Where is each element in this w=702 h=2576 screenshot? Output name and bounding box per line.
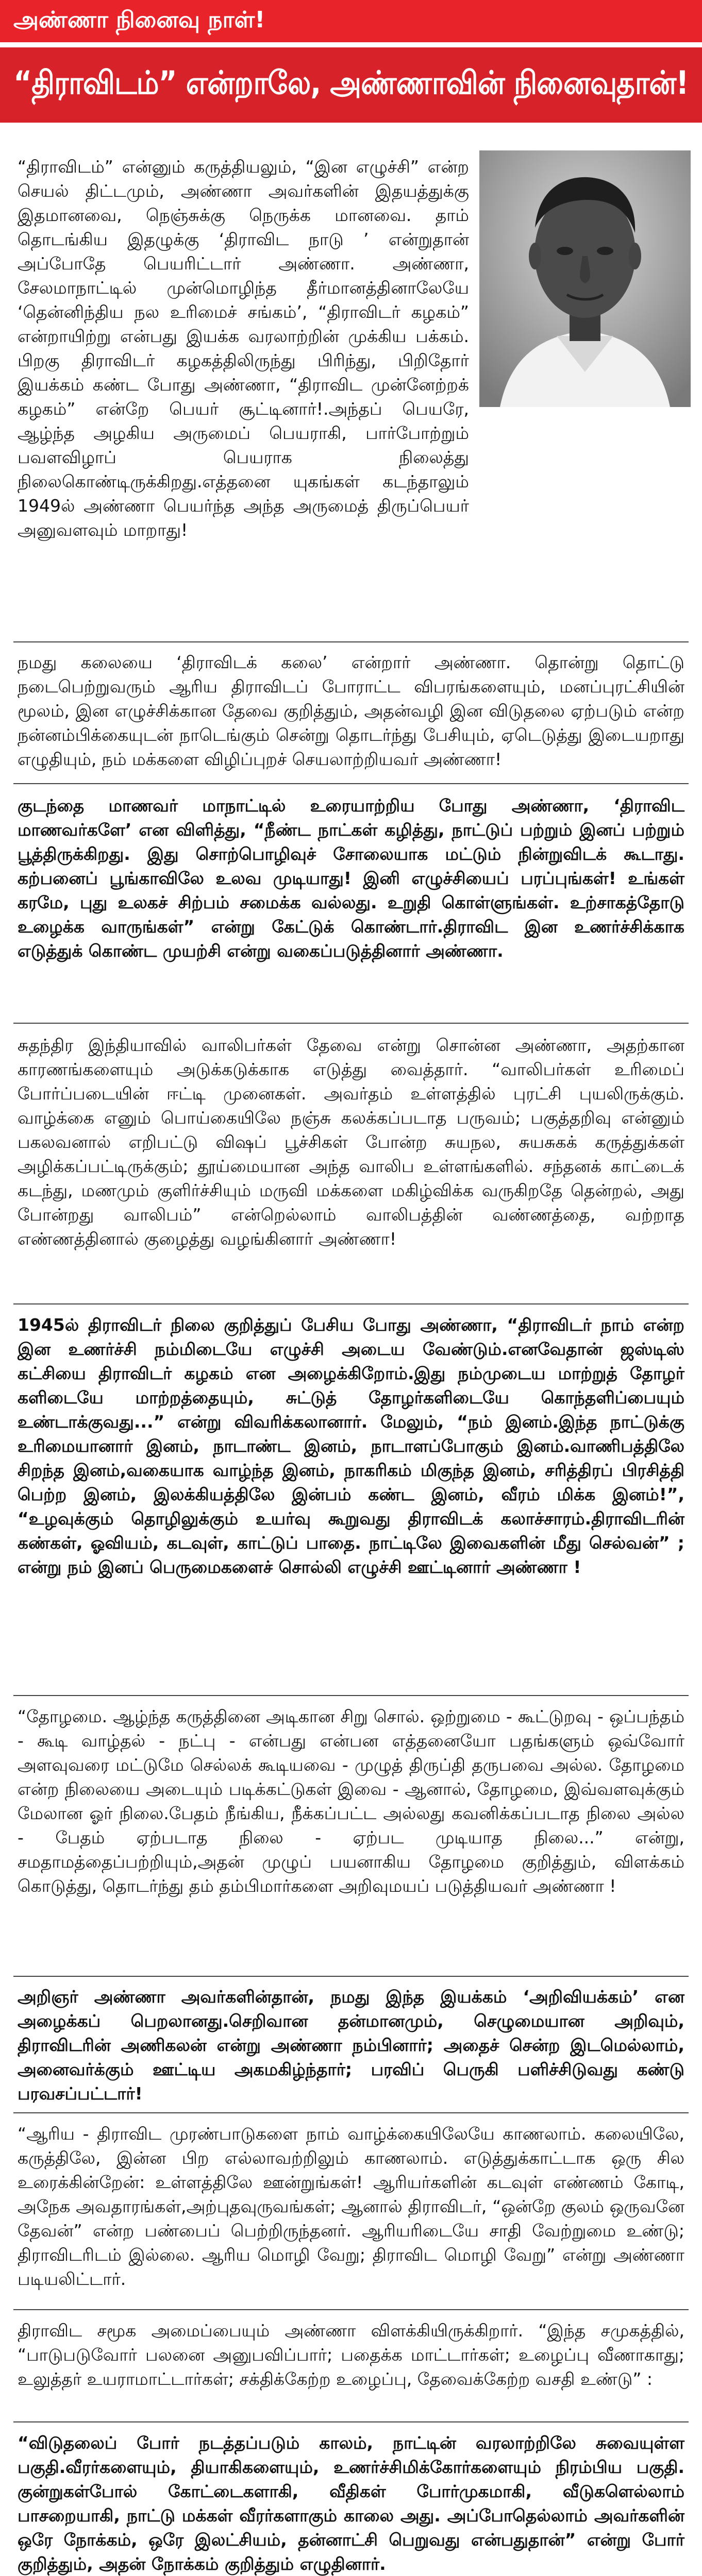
paragraph-2-wrap — [18, 650, 684, 771]
article-title: “திராவிடம்” என்றாலே, அண்ணாவின் நினைவுதான்! — [13, 64, 689, 101]
paragraph-9-wrap — [18, 2318, 684, 2391]
paragraph-1-wrap — [18, 155, 469, 542]
divider — [13, 2309, 689, 2310]
divider — [13, 1976, 689, 1977]
divider — [13, 641, 689, 642]
divider — [13, 1303, 689, 1304]
paragraph-9: திராவிட சமூக அமைப்பையும் அண்ணா விளக்கியிருக்கிறார். “இந்த சமுகத்தில், “பாடுபடுவோர் பலனை அனுபவிப்பார்; பதைக்க மாட்டார்கள்; உழைப்பு வீணாகாது; உலுத்தர் உயராமாட்டார்கள்; சக்திக்கேற்ற உழைப்பு, தேவைக்கேற்ற வசதி உண்டு” : — [18, 2320, 684, 2389]
header-bar — [0, 0, 702, 42]
paragraph-7-wrap — [18, 1985, 684, 2106]
paragraph-8-wrap — [18, 2122, 684, 2291]
divider — [13, 2112, 689, 2113]
divider — [13, 1695, 689, 1696]
paragraph-10: “விடுதலைப் போர் நடத்தப்படும் காலம், நாட்டின் வரலாற்றிலே சுவையுள்ள பகுதி.வீரர்களையும், தியாகிகளையும், உணர்ச்சிமிக்கோர்களையும் நிரம்பிய பகுதி. குன்றுகள்போல் கோட்டைகளாகி, வீதிகள் போர்முகமாகி, வீடுகளெல்லாம் பாசறையாகி, நாட்டு மக்கள் வீரர்களாகும் காலை அது. அப்போதெல்லாம் அவர்களின் ஒரே நோக்கம், ஒரே இலட்சியம், தன்னாட்சி பெறுவது என்பதுதான்” என்று போர் குறித்தும், அதன் நோக்கம் குறித்தும் எழுதினார். — [18, 2433, 684, 2574]
kicker-text: அண்ணா நினைவு நாள்! — [13, 6, 265, 33]
divider — [13, 1023, 689, 1024]
paragraph-7: அறிஞர் அண்ணா அவர்களின்தான், நமது இந்த இயக்கம் ‘அறிவியக்கம்’ என அழைக்கப் பெறலானது.செறிவான தன்மானமும், செழுமையான அறிவும், திராவிடரின் அணிகலன் என்று அண்ணா நம்பினார்; அதைச் சென்ற இடமெல்லாம், அனைவர்க்கும் ஊட்டிய அகமகிழ்ந்தார்; பரவிப் பெருகி பளிச்சிடுவது கண்டு பரவசப்பட்டார்! — [18, 1987, 684, 2104]
portrait-illustration — [479, 150, 691, 407]
title-band — [0, 47, 702, 123]
paragraph-4: சுதந்திர இந்தியாவில் வாலிபர்கள் தேவை என்று சொன்ன அண்ணா, அதற்கான காரணங்களையும் அடுக்கடுக்காக எடுத்து வைத்தார். “வாலிபர்கள் உரிமைப் போர்ப்படையின் ஈட்டி முனைகள். அவர்தம் உள்ளத்தில் புரட்சி புயலிருக்கும். வாழ்க்கை எனும் பொய்கையிலே நஞ்சு கலக்கப்படாத பருவம்; பகுத்தறிவு என்னும் பகலவனால் எறிபட்டு விஷப் பூச்சிகள் போன்ற சுயநல, சுயசுகக் கருத்துக்கள் அழிக்கப்பட்டிருக்கும்; தூய்மையான அந்த வாலிப உள்ளங்களில். சந்தனக் காட்டைக் கடந்து, மணமும் குளிர்ச்சியும் மருவி மக்களை மகிழ்விக்க வருகிறதே தென்றல், அது போன்றது வாலிபம்” என்றெல்லாம் வாலிபத்தின் வண்ணத்தை, வற்றாத எண்ணத்தினால் குழைத்து வழங்கினார் அண்ணா! — [18, 1035, 684, 1249]
paragraph-4-wrap — [18, 1033, 684, 1251]
paragraph-8: “ஆரிய - திராவிட முரண்பாடுகளை நாம் வாழ்க்கையிலேயே காணலாம். கலையிலே, கருத்திலே, இன்ன பிற எல்லாவற்றிலும் காணலாம். எடுத்துக்காட்டாக ஒரு சில உரைக்கின்றேன்: உள்ளத்திலே ஊன்றுங்கள்! ஆரியர்களின் கடவுள் எண்ணம் கோடி, அநேக அவதாரங்கள்,அற்புதவுருவங்கள்; ஆனால் திராவிடர், “ஒன்றே குலம் ஒருவனே தேவன்” என்ற பண்பைப் பெற்றிருந்தனர். ஆரியரிடையே சாதி வேற்றுமை உண்டு; திராவிடரிடம் இல்லை. ஆரிய மொழி வேறு; திராவிட மொழி வேறு” என்று அண்ணா படியலிட்டார். — [18, 2124, 684, 2289]
divider — [13, 783, 689, 784]
anna-portrait-photo — [479, 150, 691, 407]
paragraph-5-wrap — [18, 1313, 684, 1579]
paragraph-5: 1945ல் திராவிடர் நிலை குறித்துப் பேசிய போது அண்ணா, “திராவிடர் நாம் என்ற இன உணர்ச்சி நம்மிடையே எழுச்சி அடைய வேண்டும்.எனவேதான் ஜஸ்டிஸ் கட்சியை திராவிடர் கழகம் என அழைக்கிறோம்.இது நம்முடைய மாற்றுத் தோழர் களிடையே மாற்றத்தையும், சுட்டுத் தோழர்களிடையே கொந்தளிப்பையும் உண்டாக்குவது...” என்று விவரிக்கலானார். மேலும், “நம் இனம்.இந்த நாட்டுக்கு உரிமையானார் இனம், நாடாண்ட இனம், நாடாளப்போகும் இனம்.வாணிபத்திலே சிறந்த இனம்,வகையாக வாழ்ந்த இனம், நாகரிகம் மிகுந்த இனம், சரித்திரப் பிரசித்தி பெற்ற இனம், இலக்கியத்திலே இன்பம் கண்ட இனம், வீரம் மிக்க இனம்!”, “உழவுக்கும் தொழிலுக்கும் உயர்வு கூறுவது திராவிடக் கலாச்சாரம்.திராவிடரின் கண்கள், ஓவியம், கடவுள், காட்டுப் பாதை. நாட்டிலே இவைகளின் மீது செல்வன்” ; என்று நம் இனப் பெருமைகளைச் சொல்லி எழுச்சி ஊட்டினார் அண்ணா ! — [18, 1315, 684, 1577]
paragraph-6-wrap — [18, 1704, 684, 1898]
paragraph-10-wrap — [18, 2431, 684, 2576]
paragraph-3-wrap — [18, 793, 684, 963]
paragraph-1: “திராவிடம்” என்னும் கருத்தியலும், “இன எழுச்சி” என்ற செயல் திட்டமும், அண்ணா அவர்களின் இதயத்துக்கு இதமானவை, நெஞ்சுக்கு நெருக்க மானவை. தாம் தொடங்கிய இதழுக்கு ‘திராவிட நாடு ’ என்றுதான் அப்போதே பெயரிட்டார் அண்ணா. அண்ணா, சேலமாநாட்டில் முன்மொழிந்த தீர்மானத்தினாலேயே ‘தென்னிந்திய நல உரிமைச் சங்கம்’, “திராவிடர் கழகம்” என்றாயிற்று என்பது இயக்க வரலாற்றின் முக்கிய பக்கம். பிறகு திராவிடர் கழகத்திலிருந்து பிரிந்து, பிறிதோர் இயக்கம் கண்ட போது அண்ணா, “திராவிட முன்னேற்றக் கழகம்” என்றே பெயர் சூட்டினார்!.அந்தப் பெயரே, ஆழ்ந்த அழகிய அருமைப் பெயராகி, பார்போற்றும் பவளவிழாப் பெயராக நிலைத்து நிலைகொண்டிருக்கிறது.எத்தனை யுகங்கள் கடந்தாலும் 1949ல் அண்ணா பெயர்ந்த அந்த அருமைத் திருப்பெயர் அனுவளவும் மாறாது! — [18, 157, 469, 540]
divider — [13, 2421, 689, 2422]
paragraph-3: குடந்தை மாணவர் மாநாட்டில் உரையாற்றிய போது அண்ணா, ‘திராவிட மாணவர்களே’ என விளித்து, “நீண்ட நாட்கள் கழித்து, நாட்டுப் பற்றும் இனப் பற்றும் பூத்திருக்கிறது. இது சொற்பொழிவுச் சோலையாக மட்டும் நின்றுவிடக் கூடாது. கற்பனைப் பூங்காவிலே உலவ முடியாது! இனி எழுச்சியைப் பரப்புங்கள்! உங்கள் கரமே, புது உலகச் சிற்பம் சமைக்க வல்லது. உறுதி கொள்ளுங்கள். உற்சாகத்தோடு உழைக்க வாருங்கள்” என்று கேட்டுக் கொண்டார்.திராவிட இன உணர்ச்சிக்காக எடுத்துக் கொண்ட முயற்சி என்று வகைப்படுத்தினார் அண்ணா. — [18, 795, 684, 961]
paragraph-6: “தோழமை. ஆழ்ந்த கருத்தினை அடிகான சிறு சொல். ஒற்றுமை - கூட்டுறவு - ஒப்பந்தம் - கூடி வாழ்தல் - நட்பு - என்பது என்பன எத்தனையோ பதங்களும் ஒவ்வோர் அளவுவரை மட்டுமே செல்லக் கூடியவை - முழுத் திருப்தி தருபவை அல்ல. தோழமை என்ற நிலையை அடையும் படிக்கட்டுகள் இவை - ஆனால், தோழமை, இவ்வளவுக்கும் மேலான ஓர் நிலை.பேதம் நீங்கிய, நீக்கப்பட்ட அல்லது கவனிக்கப்படாத நிலை அல்ல - பேதம் ஏற்படாத நிலை - ஏற்பட முடியாத நிலை...” என்று, சமதாமத்தைப்பற்றியும்,அதன் முழுப் பயனாகிய தோழமை குறித்தும், விளக்கம் கொடுத்து, தொடர்ந்து தம் தம்பிமார்களை அறிவுமயப் படுத்தியவர் அண்ணா ! — [18, 1706, 684, 1896]
paragraph-2: நமது கலையை ‘திராவிடக் கலை’ என்றார் அண்ணா. தொன்று தொட்டு நடைபெற்றுவரும் ஆரிய திராவிடப் போராட்ட விபரங்களையும், மனப்புரட்சியின் மூலம், இன எழுச்சிக்கான தேவை குறித்தும், அதன்வழி இன விடுதலை ஏற்படும் என்ற நன்னம்பிக்கையுடன் நாடெங்கும் சென்று தொடர்ந்து பேசியும், ஏடெடுத்து இடையறாது எழுதியும், நம் மக்களை விழிப்புறச் செயலாற்றியவர் அண்ணா! — [18, 652, 684, 769]
